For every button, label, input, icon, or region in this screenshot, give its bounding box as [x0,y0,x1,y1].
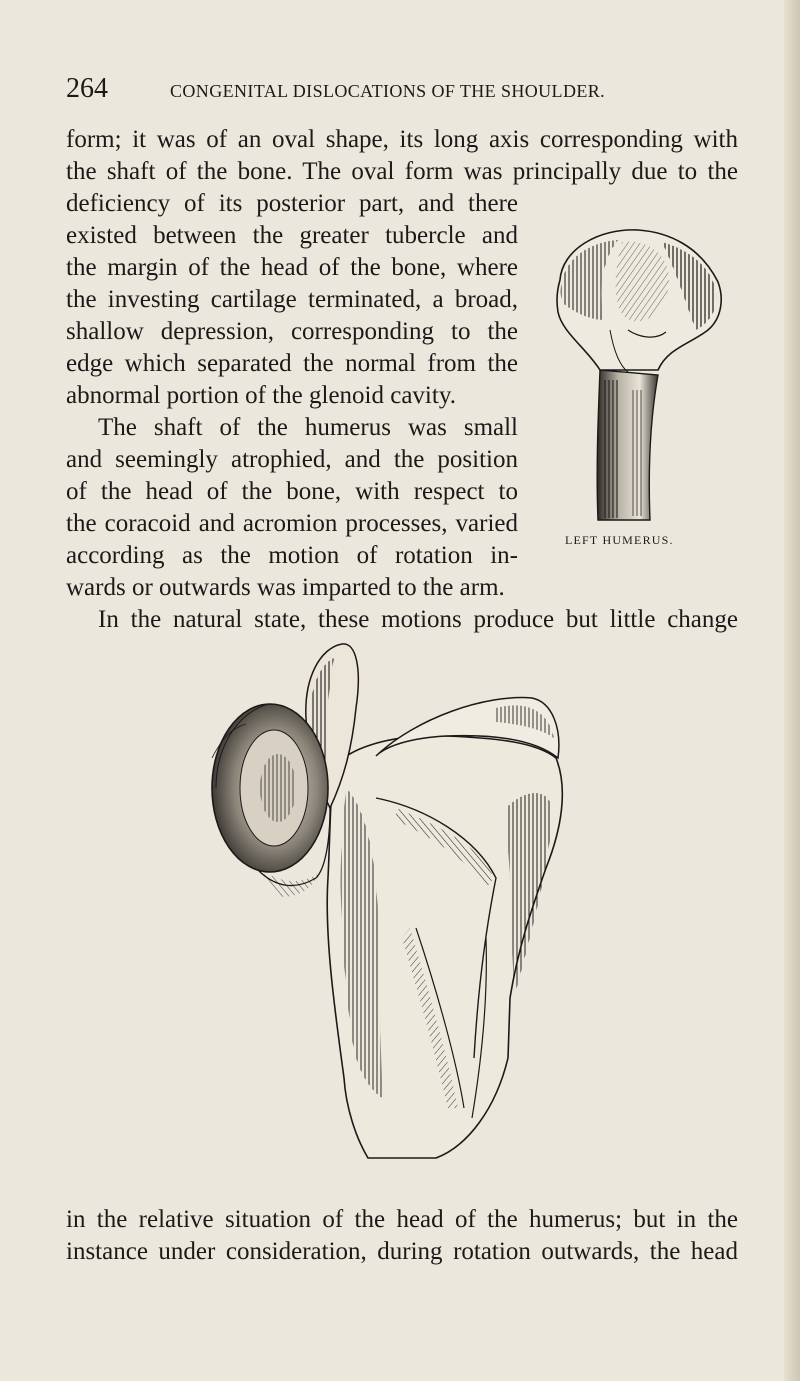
text-line-18: instance under consideration, during rotation outwards, the head [66,1238,738,1265]
text-line-2: the shaft of the bone. The oval form was principally due to the [66,158,738,185]
text-line-3: deficiency of its posterior part, and there [66,190,518,217]
running-head [66,72,746,106]
text-line-16: In the natural state, these motions produce but little change [98,606,738,633]
text-line-11: and seemingly atrophied, and the position [66,446,518,473]
humerus-caption: LEFT HUMERUS. [565,533,674,547]
text-line-14: according as the motion of rotation in- [66,542,518,569]
text-line-8: edge which separated the normal from the [66,350,518,377]
text-line-10: The shaft of the humerus was small [98,414,518,441]
text-line-9: abnormal portion of the glenoid cavity. [66,382,456,409]
scapula-illustration [196,638,606,1178]
text-line-12: of the head of the bone, with respect to [66,478,518,505]
text-line-4: existed between the greater tubercle and [66,222,518,249]
text-line-1: form; it was of an oval shape, its long axis corresponding with [66,126,738,153]
text-line-13: the coracoid and acromion processes, varied [66,510,518,537]
text-line-7: shallow depression, corresponding to the [66,318,518,345]
text-line-6: the investing cartilage terminated, a broad, [66,286,518,313]
page-number: 264 [66,73,108,104]
left-humerus-illustration [540,220,730,530]
text-line-15: wards or outwards was imparted to the arm. [66,574,505,601]
text-line-17: in the relative situation of the head of the humerus; but in the [66,1206,738,1233]
running-title: CONGENITAL DISLOCATIONS OF THE SHOULDER. [170,81,606,101]
text-line-5: the margin of the head of the bone, where [66,254,518,281]
page-edge [784,0,800,1381]
